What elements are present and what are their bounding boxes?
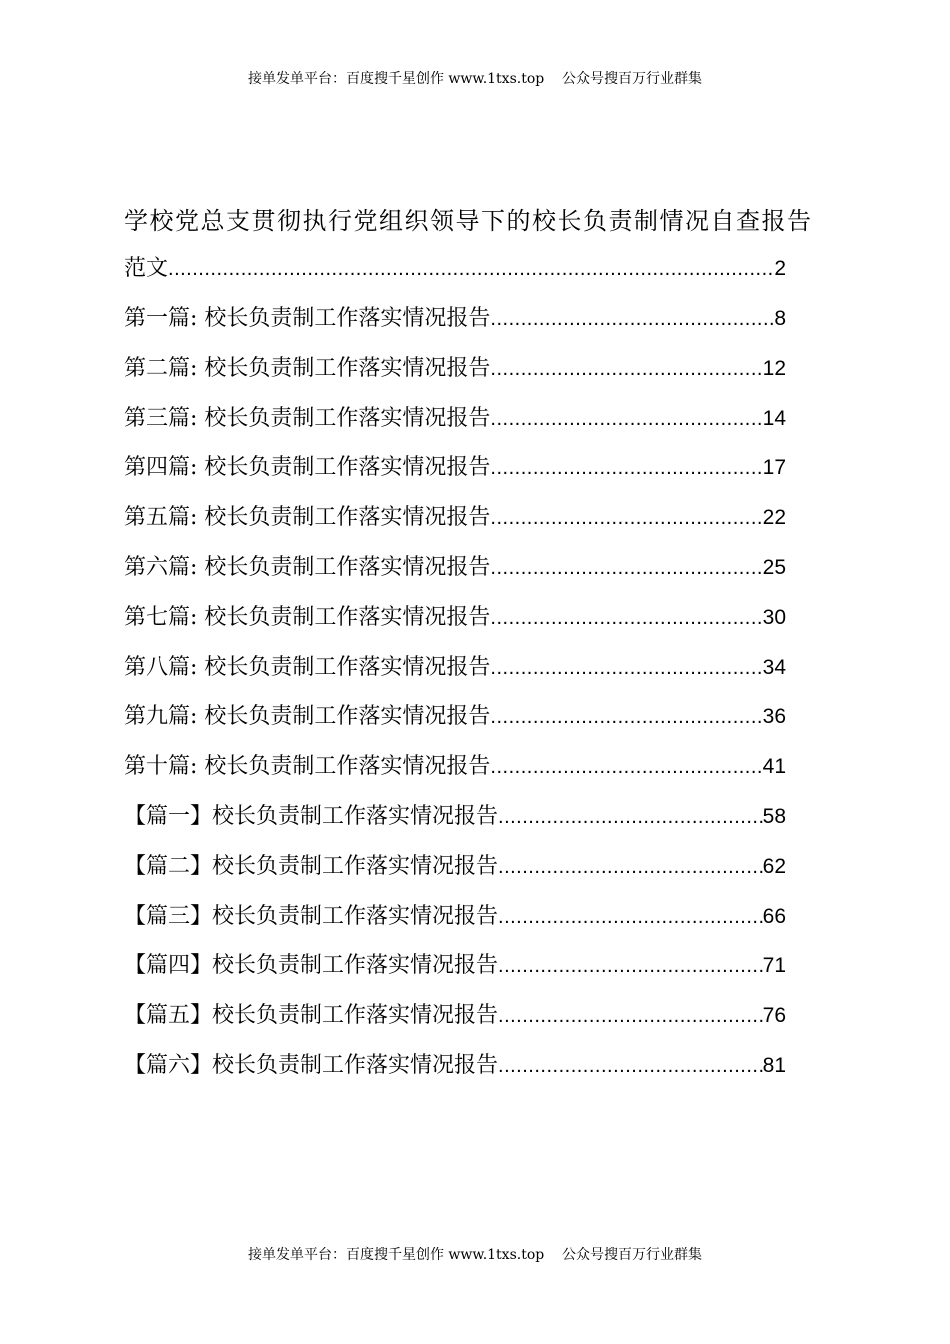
toc-entry[interactable] [124, 344, 786, 394]
toc-entry[interactable] [124, 842, 786, 892]
toc-leader-dots [498, 942, 763, 992]
toc-entry-page: 36 [762, 705, 786, 729]
toc-entry[interactable] [124, 892, 786, 942]
toc-entry-page: 76 [762, 1004, 786, 1028]
toc-entry[interactable] [124, 1041, 786, 1091]
toc-leader-dots [490, 594, 762, 644]
toc-leader-dots [498, 843, 763, 893]
toc-entry-page: 14 [762, 406, 786, 430]
toc-entry-text: 第一篇: 校长负责制工作落实情况报告 [124, 306, 491, 331]
toc-entry[interactable] [124, 493, 786, 543]
toc-leader-dots [490, 494, 762, 544]
toc-entry-page: 41 [762, 755, 786, 779]
toc-entry-page: 66 [762, 904, 786, 928]
toc-entry-text: 第九篇: 校长负责制工作落实情况报告 [124, 704, 491, 730]
toc-entry-text: 【篇三】校长负责制工作落实情况报告 [124, 903, 499, 929]
toc-entry-page: 8 [774, 307, 786, 330]
toc-leader-dots [490, 295, 774, 345]
toc-leader-dots [490, 693, 762, 743]
toc-leader-dots [490, 444, 762, 494]
page-header: 接单发单平台：百度搜千星创作 www.1txs.top 公众号搜百万行业群集 [247, 71, 703, 87]
toc-entry-text: 第二篇: 校长负责制工作落实情况报告 [124, 355, 491, 381]
toc-entry-page: 58 [762, 804, 786, 828]
toc-entry-text: 【篇一】校长负责制工作落实情况报告 [124, 803, 499, 829]
toc-entry[interactable] [124, 643, 786, 693]
toc-entry[interactable] [124, 543, 786, 593]
toc-entry-page: 62 [762, 854, 786, 878]
toc-entry[interactable] [124, 941, 786, 991]
toc-leader-dots [498, 793, 763, 843]
toc-entry-text: 第四篇: 校长负责制工作落实情况报告 [124, 455, 491, 481]
toc-leader-dots [490, 395, 762, 445]
toc-leader-dots [498, 893, 763, 943]
toc-leader-dots [490, 345, 762, 395]
toc-leader-dots [168, 245, 774, 295]
toc-entry[interactable] [124, 593, 786, 643]
toc-entry-text: 第十篇: 校长负责制工作落实情况报告 [124, 754, 491, 780]
toc-entry-text: 第三篇: 校长负责制工作落实情况报告 [124, 405, 491, 431]
toc-leader-dots [498, 992, 763, 1042]
toc-entry[interactable] [124, 692, 786, 742]
toc-entry[interactable] [124, 443, 786, 493]
toc-leader-dots [490, 743, 762, 793]
toc-entry-page: 12 [762, 356, 786, 380]
toc-entry-text: 【篇二】校长负责制工作落实情况报告 [124, 853, 499, 879]
toc-entry-page: 22 [762, 506, 786, 530]
toc-entry-page: 30 [762, 605, 786, 629]
toc-entry-text: 第六篇: 校长负责制工作落实情况报告 [124, 554, 491, 580]
toc-leader-dots [498, 1042, 763, 1092]
toc-entry[interactable] [124, 742, 786, 792]
toc-entry-page: 34 [762, 655, 786, 679]
toc-entry-text: 第七篇: 校长负责制工作落实情况报告 [124, 604, 491, 630]
toc-entry-text: 【篇四】校长负责制工作落实情况报告 [124, 953, 499, 979]
toc-entry[interactable] [124, 991, 786, 1041]
toc-entry[interactable] [124, 244, 786, 294]
toc-entry-text: 第八篇: 校长负责制工作落实情况报告 [124, 654, 491, 680]
toc-entry-page: 17 [762, 456, 786, 480]
page-footer: 接单发单平台：百度搜千星创作 www.1txs.top 公众号搜百万行业群集 [247, 1247, 703, 1263]
toc-entry-page: 71 [762, 954, 786, 978]
toc-entry[interactable] [124, 394, 786, 444]
toc-entry[interactable] [124, 792, 786, 842]
toc-entry-page: 25 [762, 555, 786, 579]
toc-entry-text: 范文 [124, 256, 169, 281]
toc-leader-dots [490, 544, 762, 594]
toc-entry[interactable] [124, 294, 786, 344]
table-of-contents [124, 198, 813, 1091]
toc-title: 学校党总支贯彻执行党组织领导下的校长负责制情况自查报告 [124, 207, 813, 235]
toc-leader-dots [490, 644, 762, 694]
toc-entry-page: 2 [774, 257, 786, 280]
toc-entry-text: 【篇六】校长负责制工作落实情况报告 [124, 1052, 499, 1078]
toc-entry-page: 81 [762, 1053, 786, 1077]
toc-entry-text: 【篇五】校长负责制工作落实情况报告 [124, 1003, 499, 1029]
toc-entry-text: 第五篇: 校长负责制工作落实情况报告 [124, 505, 491, 531]
